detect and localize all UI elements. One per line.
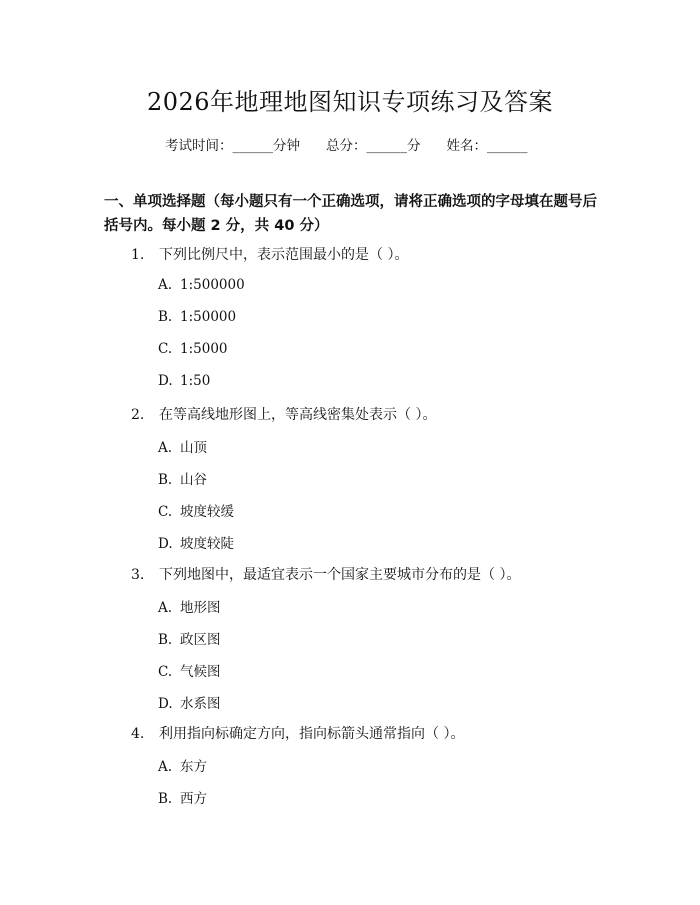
- question-3: [131, 564, 520, 584]
- option-letter: A.: [158, 440, 173, 456]
- exam-meta: [165, 134, 528, 154]
- option-text: 西方: [180, 791, 207, 807]
- option-1a: [158, 277, 245, 293]
- option-letter: C.: [158, 504, 173, 520]
- option-letter: D.: [158, 373, 173, 389]
- option-3c: [158, 660, 221, 680]
- option-text: 水系图: [180, 696, 221, 712]
- option-1c: [158, 341, 228, 357]
- question-number: 1.: [131, 247, 145, 263]
- option-1d: [158, 373, 210, 389]
- question-text: 在等高线地形图上，等高线密集处表示（ ）。: [159, 407, 437, 423]
- option-2a: [158, 436, 207, 456]
- option-text: 地形图: [180, 600, 221, 616]
- option-letter: C.: [158, 664, 173, 680]
- option-text: 1:50000: [180, 309, 237, 325]
- option-letter: A.: [158, 759, 173, 775]
- option-letter: A.: [158, 600, 173, 616]
- option-4a: [158, 755, 207, 775]
- option-text: 山顶: [180, 440, 207, 456]
- option-letter: D.: [158, 696, 173, 712]
- option-text: 山谷: [180, 472, 207, 488]
- option-text: 1:5000: [180, 341, 228, 357]
- section-title: 一、单项选择题（每小题只有一个正确选项，请将正确选项的字母填在题号后括号内。每小题 2 分，共 40 分）: [104, 194, 597, 234]
- question-number: 3.: [131, 567, 145, 583]
- option-text: 坡度较陡: [180, 536, 234, 552]
- option-letter: A.: [158, 277, 173, 293]
- option-text: 政区图: [180, 632, 221, 648]
- total-score: 总分：______分: [326, 138, 421, 154]
- option-4b: [158, 787, 207, 807]
- student-name: 姓名：______: [446, 138, 528, 154]
- option-1b: [158, 309, 236, 325]
- exam-time: 考试时间：______分钟: [165, 138, 300, 154]
- question-2: [131, 404, 436, 424]
- option-letter: B.: [158, 632, 173, 648]
- question-text: 下列地图中，最适宜表示一个国家主要城市分布的是（ ）。: [159, 567, 521, 583]
- option-letter: D.: [158, 536, 173, 552]
- option-2c: [158, 500, 234, 520]
- option-3a: [158, 596, 221, 616]
- page-title: 2026年地理地图知识专项练习及答案: [146, 88, 554, 116]
- question-1: [131, 244, 408, 264]
- option-letter: B.: [158, 472, 173, 488]
- option-2b: [158, 468, 207, 488]
- option-text: 坡度较缓: [180, 504, 234, 520]
- question-number: 2.: [131, 407, 145, 423]
- question-text: 利用指向标确定方向，指向标箭头通常指向（ ）。: [159, 726, 465, 742]
- option-3d: [158, 692, 221, 712]
- question-text: 下列比例尺中，表示范围最小的是（ ）。: [159, 247, 409, 263]
- question-4: [131, 723, 464, 743]
- option-3b: [158, 628, 221, 648]
- option-letter: B.: [158, 309, 173, 325]
- option-text: 气候图: [180, 664, 221, 680]
- option-text: 1:50: [180, 373, 211, 389]
- option-letter: C.: [158, 341, 173, 357]
- option-text: 东方: [180, 759, 207, 775]
- question-number: 4.: [131, 726, 145, 742]
- option-2d: [158, 532, 234, 552]
- option-letter: B.: [158, 791, 173, 807]
- option-text: 1:500000: [180, 277, 245, 293]
